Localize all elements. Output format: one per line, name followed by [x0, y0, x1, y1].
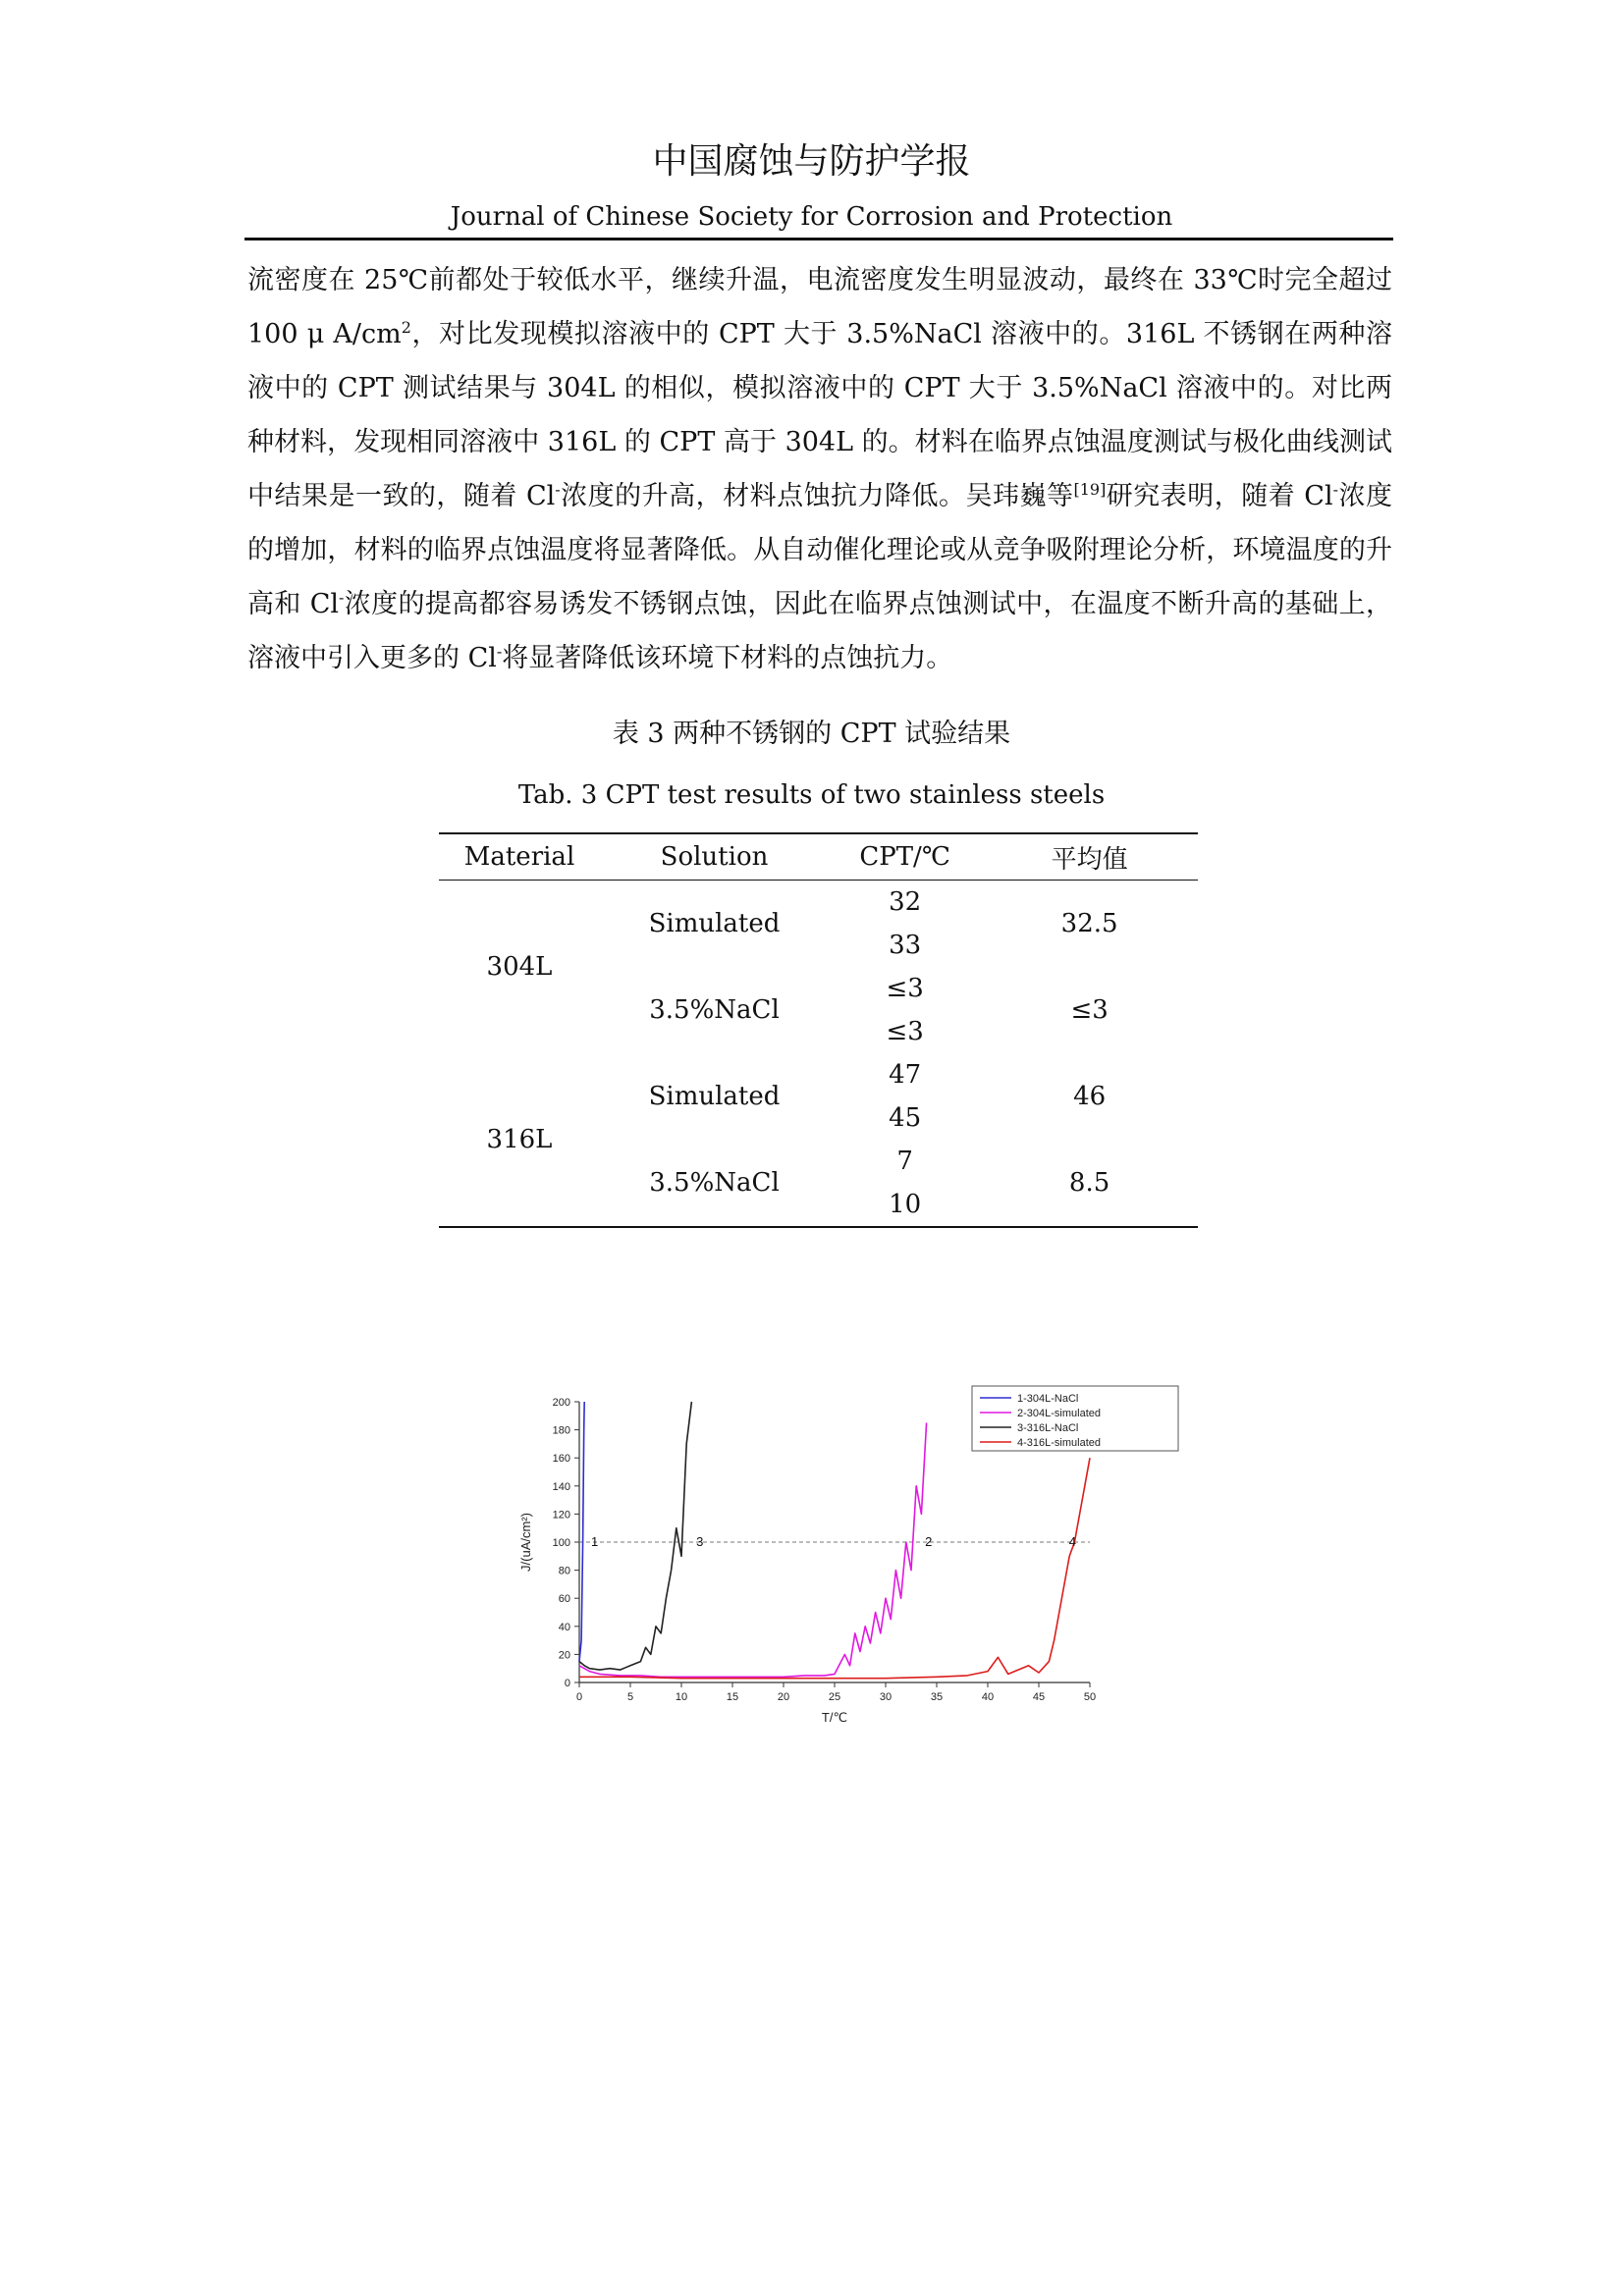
average-cell: ≤3 — [1070, 995, 1109, 1025]
paragraph-text: 流密度在 25℃前都处于较低水平，继续升温，电流密度发生明显波动，最终在 33℃时完全超过 100 μ A/cm — [247, 265, 1392, 349]
average-cell: 46 — [1073, 1082, 1107, 1111]
header-rule — [244, 238, 1393, 240]
column-header: Solution — [600, 833, 829, 881]
y-tick-label: 60 — [558, 1593, 570, 1606]
superscript: - — [1332, 480, 1339, 499]
average-cell: 32.5 — [1060, 909, 1118, 938]
x-tick-label: 5 — [626, 1691, 634, 1703]
superscript: - — [555, 480, 561, 499]
citation-reference[interactable]: [19] — [1073, 480, 1107, 499]
paragraph-text: 浓度的提高都容易诱发不锈钢点蚀，因此在临界点蚀测试中，在温度不断升高的基础上，溶液中引入更多的 Cl — [247, 589, 1392, 673]
curve-label: 3 — [696, 1534, 704, 1549]
cpt-cell: 7 — [896, 1147, 913, 1176]
solution-cell: 3.5%NaCl — [649, 995, 780, 1025]
paragraph-text: 研究表明，随着 Cl — [1106, 481, 1333, 511]
cpt-chart — [481, 1374, 1188, 1747]
legend-label: 2-304L-simulated — [1017, 1408, 1101, 1419]
journal-title-en: Journal of Chinese Society for Corrosion and Protection — [450, 202, 1173, 232]
cpt-results-table — [439, 832, 1198, 1228]
cpt-cell: 47 — [889, 1060, 922, 1090]
x-tick-label: 10 — [675, 1691, 688, 1703]
y-tick-label: 40 — [558, 1621, 570, 1633]
journal-title-cn: 中国腐蚀与防护学报 — [652, 141, 971, 182]
y-tick-label: 120 — [552, 1509, 570, 1522]
body-paragraph — [247, 253, 1392, 685]
cpt-cell: 10 — [829, 1183, 981, 1227]
superscript: - — [339, 588, 345, 607]
paragraph-text: 浓度的增加，材料的临界点蚀温度将显著降低。从自动催化理论或从竞争吸附理论分析，环境温度的升高和 Cl — [247, 481, 1392, 619]
cpt-cell: ≤3 — [886, 974, 924, 1003]
average-cell: 8.5 — [981, 1140, 1198, 1227]
table-caption-en: Tab. 3 CPT test results of two stainless steels — [517, 780, 1106, 810]
legend-label: 4-316L-simulated — [1017, 1437, 1101, 1449]
x-tick-label: 40 — [981, 1691, 995, 1703]
table-caption-cn: 表 3 两种不锈钢的 CPT 试验结果 — [612, 719, 1011, 749]
y-tick-label: 200 — [552, 1397, 570, 1409]
legend-label: 1-304L-NaCl — [1017, 1393, 1079, 1405]
cpt-cell: 33 — [889, 931, 922, 960]
table-row — [439, 1053, 1198, 1096]
y-tick-label: 0 — [564, 1678, 570, 1689]
series-line — [579, 1422, 927, 1677]
solution-cell: 3.5%NaCl — [600, 1140, 829, 1227]
superscript: 2 — [401, 318, 411, 337]
paragraph-text: 将显著降低该环境下材料的点蚀抗力。 — [502, 643, 953, 673]
paragraph-text: ，对比发现模拟溶液中的 CPT 大于 3.5%NaCl 溶液中的。316L 不锈钢在两种溶液中的 CPT 测试结果与 304L 的相似，模拟溶液中的 CPT 大于 3.5%NaCl 溶液中的。对比两种材料，发现相同溶液中 316L 的 CPT 高于 304L 的。材料在临界点蚀温度测试与极化曲线测试中结果是一致的，随着 Cl — [247, 319, 1392, 511]
series-line — [579, 1458, 1090, 1679]
x-tick-label: 0 — [575, 1691, 583, 1703]
x-tick-label: 15 — [726, 1691, 739, 1703]
y-tick-label: 160 — [552, 1453, 570, 1466]
table-row — [439, 881, 1198, 925]
cpt-cell: 32 — [889, 887, 922, 917]
y-tick-label: 80 — [558, 1565, 570, 1577]
x-tick-label: 45 — [1032, 1691, 1046, 1703]
y-tick-label: 20 — [558, 1649, 570, 1662]
column-header: 平均值 — [981, 833, 1198, 881]
column-header: Material — [439, 833, 600, 881]
x-tick-label: 20 — [777, 1691, 790, 1703]
x-tick-label: 25 — [828, 1691, 841, 1703]
curve-label: 4 — [1068, 1534, 1076, 1549]
x-tick-label: 50 — [1083, 1691, 1097, 1703]
y-axis-label: J/(uA/cm²) — [518, 1513, 533, 1572]
x-axis-label: T/℃ — [821, 1710, 848, 1725]
curve-label: 2 — [925, 1534, 933, 1549]
x-tick-label: 30 — [879, 1691, 893, 1703]
series-line — [579, 1402, 584, 1662]
chart-svg — [481, 1374, 1188, 1747]
paragraph-text: 浓度的升高，材料点蚀抗力降低。吴玮巍等 — [560, 481, 1074, 511]
table-header-row — [439, 833, 1198, 881]
solution-cell: Simulated — [648, 1082, 781, 1111]
column-header: CPT/℃ — [829, 833, 981, 881]
solution-cell: Simulated — [648, 909, 781, 938]
material-cell: 316L — [439, 1053, 600, 1227]
cpt-cell: 45 — [889, 1103, 922, 1133]
y-tick-label: 180 — [552, 1424, 570, 1437]
y-tick-label: 100 — [552, 1537, 570, 1549]
y-tick-label: 140 — [552, 1480, 570, 1493]
x-tick-label: 35 — [930, 1691, 944, 1703]
curve-label: 1 — [590, 1534, 599, 1549]
cpt-cell: ≤3 — [886, 1017, 924, 1046]
superscript: - — [496, 642, 503, 661]
material-cell: 304L — [486, 952, 553, 982]
legend-label: 3-316L-NaCl — [1017, 1422, 1079, 1434]
